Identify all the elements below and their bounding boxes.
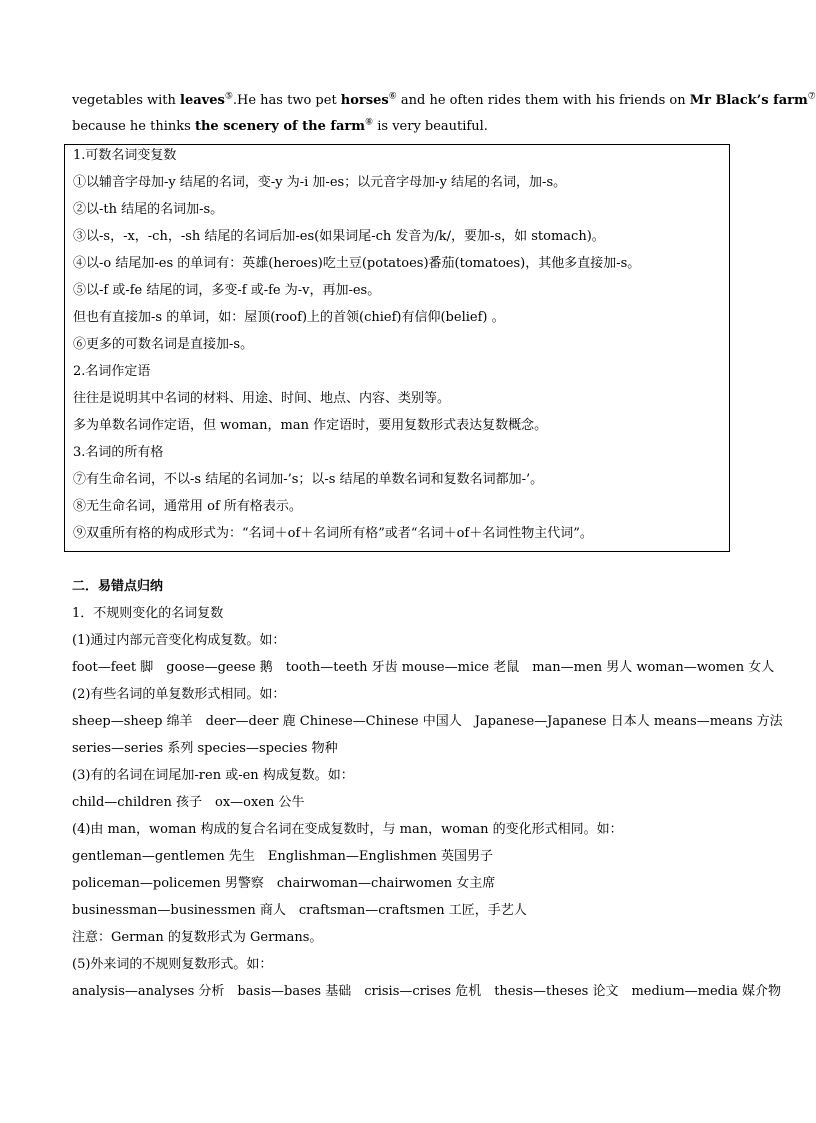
- intro-text: and he often rides them with his friends on: [396, 93, 690, 108]
- section-line: child—children 孩子 ox—oxen 公牛: [72, 795, 305, 810]
- box-line: ⑧无生命名词，通常用 of 所有格表示。: [73, 499, 302, 514]
- intro-text: vegetables with: [72, 93, 181, 108]
- section-line: policeman—policemen 男警察 chairwoman—chairwomen 女主席: [72, 876, 496, 891]
- footnote-marker: ⑦: [807, 91, 816, 102]
- box-line: ①以辅音字母加-y 结尾的名词，变-y 为-i 加-es；以元音字母加-y 结尾的名词，加-s。: [73, 175, 567, 190]
- section-line: (3)有的名词在词尾加-ren 或-en 构成复数。如：: [72, 768, 354, 783]
- box-line: ⑦有生命名词，不以-s 结尾的名词加-’s；以-s 结尾的单数名词和复数名词都加-’。: [73, 472, 544, 487]
- box-line: ⑤以-f 或-fe 结尾的词，多变-f 或-fe 为-v，再加-es。: [73, 283, 381, 298]
- box-line: 1.可数名词变复数: [73, 148, 177, 163]
- box-line: 多为单数名词作定语，但 woman，man 作定语时，要用复数形式表达复数概念。: [73, 418, 548, 433]
- keyword-farm: Mr Black’s farm: [689, 93, 808, 108]
- section-line: analysis—analyses 分析 basis—bases 基础 crisis—crises 危机 thesis—theses 论文 medium—media 媒介物: [72, 984, 782, 999]
- box-line: ⑥更多的可数名词是直接加-s。: [73, 337, 254, 352]
- box-line: ③以-s，-x，-ch，-sh 结尾的名词后加-es(如果词尾-ch 发音为/k/，要加-s，如 stomach)。: [73, 229, 605, 244]
- section-title: 二．易错点归纳: [72, 579, 164, 594]
- box-line: 往往是说明其中名词的材料、用途、时间、地点、内容、类别等。: [73, 391, 451, 406]
- footnote-marker: ⑧: [365, 117, 374, 128]
- section-line: sheep—sheep 绵羊 deer—deer 鹿 Chinese—Chinese 中国人 Japanese—Japanese 日本人 means—means 方法: [72, 714, 783, 729]
- section-line: (5)外来词的不规则复数形式。如：: [72, 957, 273, 972]
- intro-text: is very beautiful.: [373, 119, 488, 134]
- section-line: 注意：German 的复数形式为 Germans。: [72, 930, 323, 945]
- footnote-marker: ⑤: [224, 91, 233, 102]
- box-line: ④以-o 结尾加-es 的单词有：英雄(heroes)吃土豆(potatoes)番茄(tomatoes)，其他多直接加-s。: [73, 256, 641, 271]
- box-line: 但也有直接加-s 的单词，如：屋顶(roof)上的首领(chief)有信仰(belief) 。: [73, 310, 505, 325]
- section-line: (4)由 man，woman 构成的复合名词在变成复数时，与 man，woman 的变化形式相同。如：: [72, 822, 623, 837]
- footnote-marker: ⑥: [388, 91, 397, 102]
- keyword-leaves: leaves: [180, 93, 225, 108]
- intro-line-2: [72, 118, 488, 136]
- section-line: gentleman—gentlemen 先生 Englishman—Englishmen 英国男子: [72, 849, 493, 864]
- box-line: ②以-th 结尾的名词加-s。: [73, 202, 224, 217]
- section-line: (1)通过内部元音变化构成复数。如：: [72, 633, 286, 648]
- intro-text: .He has two pet: [232, 93, 341, 108]
- intro-line-1: [72, 92, 816, 110]
- box-line: ⑨双重所有格的构成形式为：“名词＋of＋名词所有格”或者“名词＋of＋名词性物主代词”。: [73, 526, 593, 541]
- section-line: 1．不规则变化的名词复数: [72, 606, 224, 621]
- section-line: foot—feet 脚 goose—geese 鹅 tooth—teeth 牙齿 mouse—mice 老鼠 man—men 男人 woman—women 女人: [72, 660, 775, 675]
- section-line: series—series 系列 species—species 物种: [72, 741, 338, 756]
- section-line: businessman—businessmen 商人 craftsman—craftsmen 工匠，手艺人: [72, 903, 527, 918]
- keyword-scenery: the scenery of the farm: [194, 119, 366, 134]
- keyword-horses: horses: [340, 93, 389, 108]
- section-line: (2)有些名词的单复数形式相同。如：: [72, 687, 286, 702]
- box-line: 3.名词的所有格: [73, 445, 164, 460]
- intro-text: because he thinks: [72, 119, 195, 134]
- box-line: 2.名词作定语: [73, 364, 151, 379]
- grammar-summary-box: [64, 144, 730, 552]
